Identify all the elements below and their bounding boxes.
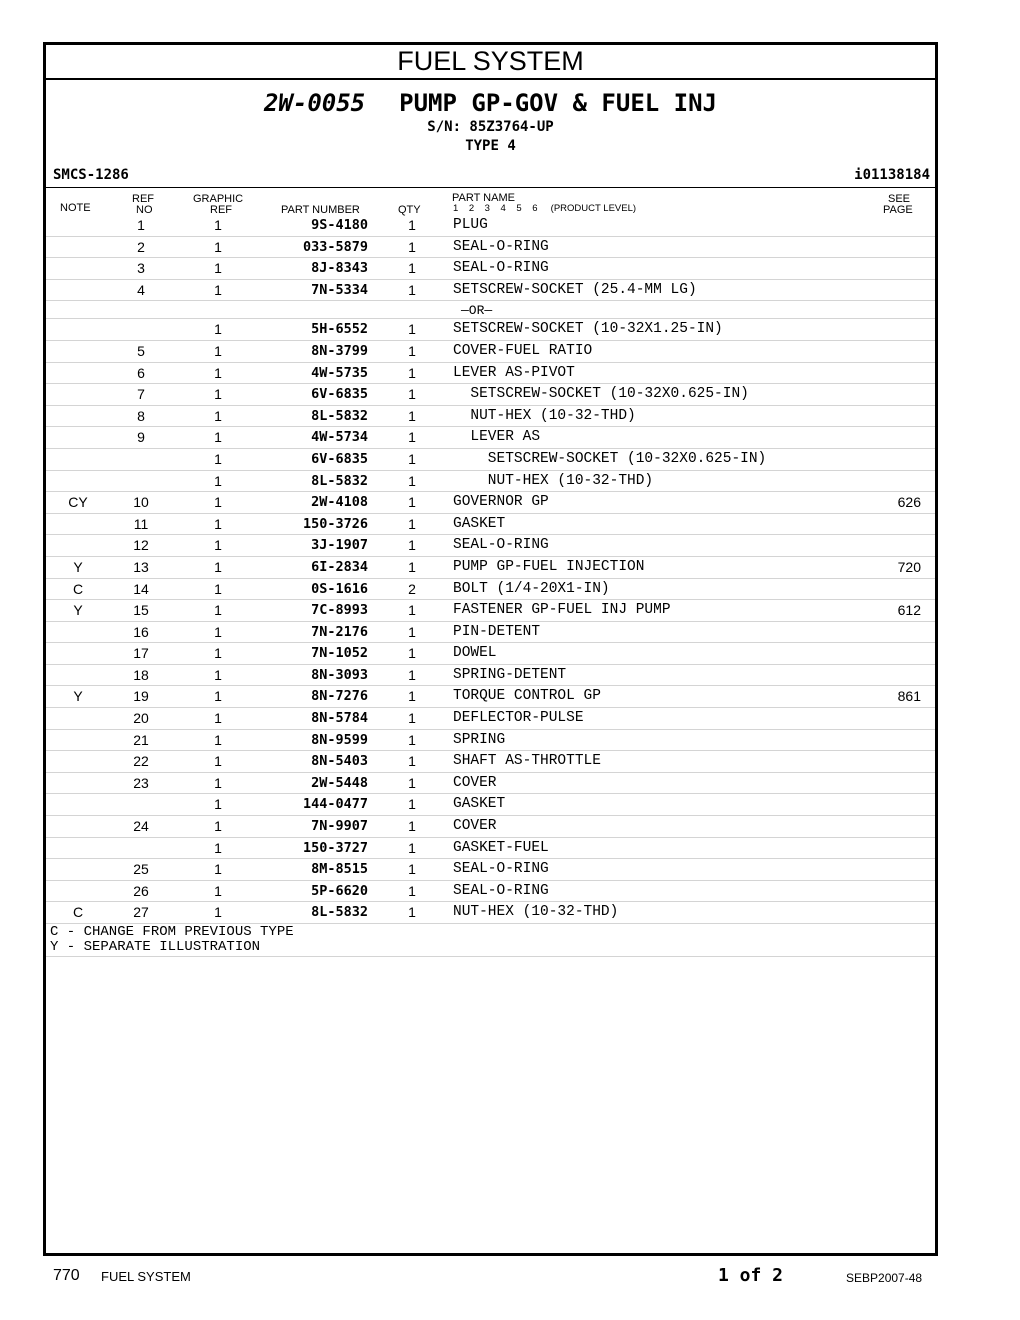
ref-no-cell: 13	[133, 558, 149, 575]
part-name-cell: TORQUE CONTROL GP	[453, 688, 601, 705]
table-row	[46, 341, 935, 363]
part-name-cell: NUT-HEX (10-32-THD)	[453, 472, 654, 489]
graphic-ref-cell: 1	[214, 429, 222, 446]
part-number-cell: 8N-5403	[311, 753, 368, 770]
part-number-cell: 8M-8515	[311, 861, 368, 878]
ref-no-cell: 17	[133, 645, 149, 662]
table-row	[46, 406, 935, 428]
qty-cell: 1	[408, 688, 416, 705]
part-name-cell: BOLT (1/4-20X1-IN)	[453, 580, 610, 597]
parts-list	[46, 215, 935, 924]
ref-no-cell: 19	[133, 688, 149, 705]
part-number-cell: 7N-1052	[311, 645, 368, 662]
table-row	[46, 384, 935, 406]
graphic-ref-cell: 1	[214, 321, 222, 338]
qty-cell: 1	[408, 753, 416, 770]
table-row	[46, 881, 935, 903]
qty-cell: 1	[408, 731, 416, 748]
table-row	[46, 708, 935, 730]
qty-cell: 1	[408, 882, 416, 899]
qty-cell: 1	[408, 904, 416, 921]
footer-page-number: 770	[53, 1267, 80, 1284]
legend-note-y: Y - SEPARATE ILLUSTRATION	[50, 939, 261, 955]
ref-no-cell: 22	[133, 753, 149, 770]
parts-page-frame	[43, 42, 938, 1256]
part-name-cell: SETSCREW-SOCKET (10-32X1.25-IN)	[453, 321, 723, 338]
part-name-cell: PUMP GP-FUEL INJECTION	[453, 558, 645, 575]
qty-cell: 1	[408, 321, 416, 338]
table-row	[46, 301, 935, 319]
graphic-ref-cell: 1	[214, 450, 222, 467]
part-number-cell: 2W-5448	[311, 774, 368, 791]
part-name-cell: COVER	[453, 774, 497, 791]
ref-no-cell: 2	[137, 238, 145, 255]
table-row	[46, 773, 935, 795]
part-number-cell: 7N-2176	[311, 623, 368, 640]
col-graphic-top: GRAPHIC	[193, 193, 244, 205]
qty-cell: 1	[408, 450, 416, 467]
qty-cell: 1	[408, 623, 416, 640]
qty-cell: 1	[408, 666, 416, 683]
part-number-cell: 3J-1907	[311, 537, 368, 554]
graphic-ref-cell: 1	[214, 731, 222, 748]
part-name-cell: SEAL-O-RING	[453, 882, 549, 899]
part-name-cell: PLUG	[453, 217, 488, 233]
ref-no-cell: 4	[137, 281, 145, 298]
footer-section: FUEL SYSTEM	[101, 1269, 191, 1284]
table-row	[46, 557, 935, 579]
ref-no-cell: 3	[137, 260, 145, 277]
part-number-cell: 6I-2834	[311, 558, 368, 575]
col-see-bottom: PAGE	[883, 204, 913, 216]
part-name-cell: SETSCREW-SOCKET (10-32X0.625-IN)	[453, 450, 767, 467]
graphic-ref-cell: 1	[214, 666, 222, 683]
part-number-cell: 7N-9907	[311, 818, 368, 835]
note-cell: CY	[68, 494, 88, 511]
qty-cell: 1	[408, 710, 416, 727]
group-name: PUMP GP-GOV & FUEL INJ	[399, 89, 718, 117]
note-cell: Y	[73, 688, 83, 705]
part-name-cell: GOVERNOR GP	[453, 494, 549, 511]
ref-no-cell: 9	[137, 429, 145, 446]
ref-no-cell: 20	[133, 710, 149, 727]
part-number-cell: 4W-5734	[311, 429, 368, 446]
qty-cell: 1	[408, 818, 416, 835]
ref-no-cell: 16	[133, 623, 149, 640]
page-footer	[0, 1262, 1020, 1292]
part-number-cell: 6V-6835	[311, 386, 368, 403]
graphic-ref-cell: 1	[214, 753, 222, 770]
col-product-level: 1 2 3 4 5 6 (PRODUCT LEVEL)	[453, 203, 637, 214]
see-page-cell: 861	[897, 688, 921, 705]
graphic-ref-cell: 1	[214, 281, 222, 298]
ref-no-cell: 10	[133, 494, 149, 511]
graphic-ref-cell: 1	[214, 882, 222, 899]
graphic-ref-cell: 1	[214, 260, 222, 277]
qty-cell: 1	[408, 386, 416, 403]
graphic-ref-cell: 1	[214, 537, 222, 554]
part-number-cell: 8J-8343	[311, 260, 368, 277]
table-row	[46, 363, 935, 385]
part-name-cell: COVER	[453, 818, 497, 835]
part-number-cell: 150-3727	[302, 839, 368, 856]
qty-cell: 1	[408, 537, 416, 554]
qty-cell: 1	[408, 281, 416, 298]
graphic-ref-cell: 1	[214, 688, 222, 705]
ref-no-cell: 26	[133, 882, 149, 899]
graphic-ref-cell: 1	[214, 342, 222, 359]
table-row	[46, 816, 935, 838]
part-name-cell: SPRING-DETENT	[453, 666, 567, 683]
graphic-ref-cell: 1	[214, 710, 222, 727]
table-row	[46, 643, 935, 665]
col-see-top: SEE	[888, 193, 911, 205]
col-ref-bottom: NO	[136, 204, 153, 216]
qty-cell: 1	[408, 861, 416, 878]
part-name-cell: SEAL-O-RING	[453, 238, 549, 255]
part-number-cell: 8L-5832	[311, 904, 368, 921]
ref-no-cell: 5	[137, 342, 145, 359]
qty-cell: 1	[408, 774, 416, 791]
table-row	[46, 730, 935, 752]
part-name-cell: GASKET	[453, 515, 506, 532]
ref-no-cell: 23	[133, 774, 149, 791]
ref-no-cell: 1	[137, 217, 145, 233]
part-name-cell: NUT-HEX (10-32-THD)	[453, 407, 636, 424]
table-row	[46, 535, 935, 557]
ref-no-cell: 21	[133, 731, 149, 748]
part-number-cell: 8N-5784	[311, 710, 368, 727]
part-number-cell: 7C-8993	[311, 602, 368, 619]
footer-sheet: 1 of 2	[718, 1265, 784, 1286]
col-note: NOTE	[60, 202, 91, 214]
part-number-cell: 9S-4180	[311, 217, 368, 233]
group-heading	[46, 89, 935, 117]
graphic-ref-cell: 1	[214, 774, 222, 791]
qty-cell: 1	[408, 260, 416, 277]
illustration-id: i01138184	[854, 167, 930, 183]
serial-range: S/N: 85Z3764-UP	[427, 119, 554, 135]
table-row	[46, 902, 935, 924]
qty-cell: 1	[408, 839, 416, 856]
graphic-ref-cell: 1	[214, 238, 222, 255]
graphic-ref-cell: 1	[214, 861, 222, 878]
note-cell: Y	[73, 602, 83, 619]
ref-no-cell: 7	[137, 386, 145, 403]
part-number-cell: 8N-3799	[311, 342, 368, 359]
graphic-ref-cell: 1	[214, 580, 222, 597]
part-name-cell: SETSCREW-SOCKET (10-32X0.625-IN)	[453, 386, 749, 403]
qty-cell: 1	[408, 217, 416, 233]
table-row	[46, 427, 935, 449]
table-row	[46, 622, 935, 644]
ref-no-cell: 11	[133, 515, 149, 532]
table-row	[46, 215, 935, 237]
graphic-ref-cell: 1	[214, 217, 222, 233]
graphic-ref-cell: 1	[214, 623, 222, 640]
ref-no-cell: 25	[133, 861, 149, 878]
col-part-number: PART NUMBER	[281, 204, 360, 216]
table-row	[46, 686, 935, 708]
alternate-marker: —OR—	[461, 303, 493, 319]
qty-cell: 1	[408, 494, 416, 511]
note-cell: Y	[73, 558, 83, 575]
table-row	[46, 492, 935, 514]
see-page-cell: 626	[897, 494, 921, 511]
graphic-ref-cell: 1	[214, 818, 222, 835]
ref-no-cell: 6	[137, 364, 145, 381]
qty-cell: 1	[408, 429, 416, 446]
graphic-ref-cell: 1	[214, 407, 222, 424]
part-number-cell: 150-3726	[302, 515, 368, 532]
col-graphic-bottom: REF	[210, 204, 232, 216]
part-number-cell: 033-5879	[302, 238, 368, 255]
part-number-cell: 7N-5334	[311, 281, 368, 298]
qty-cell: 1	[408, 342, 416, 359]
graphic-ref-cell: 1	[214, 515, 222, 532]
part-name-cell: SEAL-O-RING	[453, 260, 549, 277]
col-qty: QTY	[398, 204, 421, 216]
qty-cell: 1	[408, 602, 416, 619]
graphic-ref-cell: 1	[214, 494, 222, 511]
part-name-cell: COVER-FUEL RATIO	[453, 342, 593, 359]
table-row	[46, 319, 935, 341]
part-name-cell: SHAFT AS-THROTTLE	[453, 753, 601, 770]
part-name-cell: FASTENER GP-FUEL INJ PUMP	[453, 602, 671, 619]
table-row	[46, 751, 935, 773]
footer-doc-number: SEBP2007-48	[846, 1271, 923, 1285]
part-name-cell: PIN-DETENT	[453, 623, 541, 640]
table-row	[46, 838, 935, 860]
part-number-cell: 2W-4108	[311, 494, 368, 511]
part-name-cell: SPRING	[453, 731, 506, 748]
part-number-cell: 6V-6835	[311, 450, 368, 467]
part-name-cell: GASKET-FUEL	[453, 839, 549, 856]
table-row	[46, 471, 935, 493]
part-name-cell: NUT-HEX (10-32-THD)	[453, 904, 619, 921]
qty-cell: 1	[408, 472, 416, 489]
table-row	[46, 258, 935, 280]
part-name-cell: DOWEL	[453, 645, 497, 662]
ref-no-cell: 18	[133, 666, 149, 683]
table-row	[46, 237, 935, 259]
graphic-ref-cell: 1	[214, 796, 222, 813]
col-ref-top: REF	[132, 193, 154, 205]
qty-cell: 1	[408, 558, 416, 575]
ref-no-cell: 14	[133, 580, 149, 597]
ref-no-cell: 27	[133, 904, 149, 921]
qty-cell: 1	[408, 515, 416, 532]
column-header	[46, 187, 935, 216]
graphic-ref-cell: 1	[214, 904, 222, 921]
table-row	[46, 449, 935, 471]
part-name-cell: LEVER AS-PIVOT	[453, 364, 575, 381]
ref-no-cell: 15	[133, 602, 149, 619]
part-number-cell: 144-0477	[302, 796, 368, 813]
part-number-cell: 8L-5832	[311, 472, 368, 489]
qty-cell: 1	[408, 364, 416, 381]
section-title: FUEL SYSTEM	[46, 45, 935, 80]
table-row	[46, 280, 935, 302]
part-name-cell: GASKET	[453, 796, 506, 813]
graphic-ref-cell: 1	[214, 645, 222, 662]
qty-cell: 1	[408, 645, 416, 662]
part-number-cell: 8N-9599	[311, 731, 368, 748]
table-row	[46, 579, 935, 601]
table-row	[46, 600, 935, 622]
legend-note-c: C - CHANGE FROM PREVIOUS TYPE	[50, 924, 294, 940]
part-name-cell: SEAL-O-RING	[453, 861, 549, 878]
see-page-cell: 612	[897, 602, 921, 619]
qty-cell: 1	[408, 407, 416, 424]
part-number-cell: 0S-1616	[311, 580, 368, 597]
part-number-cell: 4W-5735	[311, 364, 368, 381]
graphic-ref-cell: 1	[214, 386, 222, 403]
graphic-ref-cell: 1	[214, 602, 222, 619]
group-number: 2W-0055	[263, 89, 366, 117]
part-number-cell: 8N-3093	[311, 666, 368, 683]
legend-notes	[46, 925, 935, 957]
col-part-name: PART NAME	[452, 192, 515, 204]
graphic-ref-cell: 1	[214, 558, 222, 575]
graphic-ref-cell: 1	[214, 839, 222, 856]
qty-cell: 1	[408, 238, 416, 255]
qty-cell: 2	[408, 580, 416, 597]
part-name-cell: LEVER AS	[453, 429, 541, 446]
note-cell: C	[72, 580, 84, 597]
note-cell: C	[72, 904, 84, 921]
table-row	[46, 665, 935, 687]
ref-no-cell: 8	[137, 407, 145, 424]
ref-no-cell: 12	[133, 537, 149, 554]
table-row	[46, 794, 935, 816]
graphic-ref-cell: 1	[214, 364, 222, 381]
part-name-cell: DEFLECTOR-PULSE	[453, 710, 584, 727]
see-page-cell: 720	[897, 558, 921, 575]
qty-cell: 1	[408, 796, 416, 813]
table-row	[46, 859, 935, 881]
part-number-cell: 5P-6620	[311, 882, 368, 899]
group-type: TYPE 4	[465, 138, 516, 154]
part-name-cell: SEAL-O-RING	[453, 537, 549, 554]
smcs-code: SMCS-1286	[53, 167, 129, 183]
part-number-cell: 8N-7276	[311, 688, 368, 705]
ref-no-cell: 24	[133, 818, 149, 835]
part-name-cell: SETSCREW-SOCKET (25.4-MM LG)	[453, 281, 697, 298]
graphic-ref-cell: 1	[214, 472, 222, 489]
part-number-cell: 8L-5832	[311, 407, 368, 424]
table-row	[46, 514, 935, 536]
part-number-cell: 5H-6552	[311, 321, 368, 338]
